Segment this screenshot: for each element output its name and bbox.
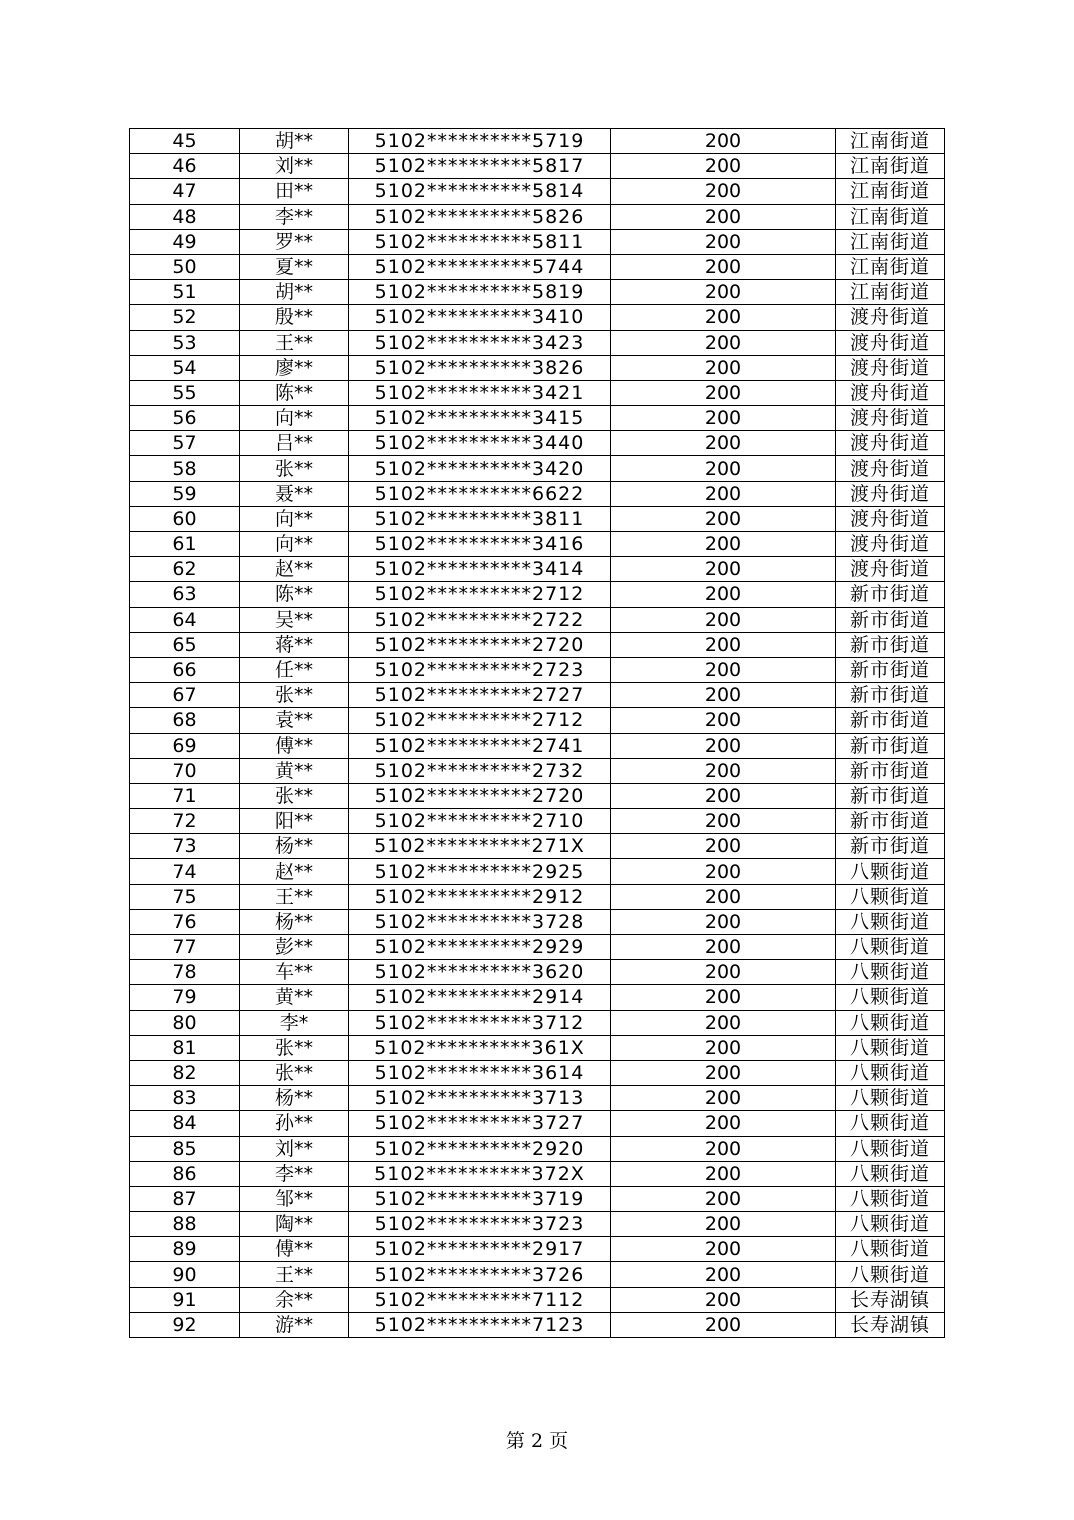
amount-cell: 200 bbox=[611, 1287, 836, 1312]
table-row bbox=[130, 783, 945, 808]
id-number-cell: 5102**********5811 bbox=[349, 229, 611, 254]
id-number-cell: 5102**********7123 bbox=[349, 1312, 611, 1337]
row-number-cell: 48 bbox=[130, 204, 240, 229]
table-row bbox=[130, 1035, 945, 1060]
amount-cell: 200 bbox=[611, 1237, 836, 1262]
table-row bbox=[130, 254, 945, 279]
table-row bbox=[130, 582, 945, 607]
amount-cell: 200 bbox=[611, 481, 836, 506]
row-number-cell: 73 bbox=[130, 834, 240, 859]
sub-district-cell: 八颗街道 bbox=[836, 1136, 945, 1161]
name-cell: 吕** bbox=[240, 431, 349, 456]
name-cell: 刘** bbox=[240, 154, 349, 179]
row-number-cell: 49 bbox=[130, 229, 240, 254]
table-row bbox=[130, 1186, 945, 1211]
row-number-cell: 89 bbox=[130, 1237, 240, 1262]
amount-cell: 200 bbox=[611, 456, 836, 481]
amount-cell: 200 bbox=[611, 330, 836, 355]
sub-district-cell: 江南街道 bbox=[836, 229, 945, 254]
sub-district-cell: 八颗街道 bbox=[836, 859, 945, 884]
table-row bbox=[130, 935, 945, 960]
table-row bbox=[130, 909, 945, 934]
amount-cell: 200 bbox=[611, 909, 836, 934]
table-row bbox=[130, 859, 945, 884]
name-cell: 胡** bbox=[240, 129, 349, 154]
row-number-cell: 51 bbox=[130, 280, 240, 305]
sub-district-cell: 渡舟街道 bbox=[836, 481, 945, 506]
sub-district-cell: 江南街道 bbox=[836, 280, 945, 305]
id-number-cell: 5102**********3728 bbox=[349, 909, 611, 934]
id-number-cell: 5102**********5744 bbox=[349, 254, 611, 279]
name-cell: 赵** bbox=[240, 557, 349, 582]
sub-district-cell: 新市街道 bbox=[836, 607, 945, 632]
table-body bbox=[130, 129, 945, 1338]
name-cell: 吴** bbox=[240, 607, 349, 632]
id-number-cell: 5102**********3723 bbox=[349, 1212, 611, 1237]
sub-district-cell: 八颗街道 bbox=[836, 884, 945, 909]
amount-cell: 200 bbox=[611, 683, 836, 708]
amount-cell: 200 bbox=[611, 985, 836, 1010]
sub-district-cell: 渡舟街道 bbox=[836, 456, 945, 481]
row-number-cell: 58 bbox=[130, 456, 240, 481]
table-row bbox=[130, 456, 945, 481]
subsidy-recipient-table bbox=[129, 128, 945, 1338]
amount-cell: 200 bbox=[611, 557, 836, 582]
id-number-cell: 5102**********2712 bbox=[349, 708, 611, 733]
id-number-cell: 5102**********372X bbox=[349, 1161, 611, 1186]
id-number-cell: 5102**********3415 bbox=[349, 406, 611, 431]
sub-district-cell: 新市街道 bbox=[836, 582, 945, 607]
amount-cell: 200 bbox=[611, 1035, 836, 1060]
table-row bbox=[130, 834, 945, 859]
row-number-cell: 85 bbox=[130, 1136, 240, 1161]
amount-cell: 200 bbox=[611, 935, 836, 960]
name-cell: 聂** bbox=[240, 481, 349, 506]
amount-cell: 200 bbox=[611, 657, 836, 682]
row-number-cell: 92 bbox=[130, 1312, 240, 1337]
table-row bbox=[130, 1086, 945, 1111]
row-number-cell: 86 bbox=[130, 1161, 240, 1186]
name-cell: 张** bbox=[240, 1060, 349, 1085]
sub-district-cell: 八颗街道 bbox=[836, 985, 945, 1010]
row-number-cell: 70 bbox=[130, 758, 240, 783]
row-number-cell: 64 bbox=[130, 607, 240, 632]
table-row bbox=[130, 683, 945, 708]
name-cell: 王** bbox=[240, 884, 349, 909]
id-number-cell: 5102**********5819 bbox=[349, 280, 611, 305]
id-number-cell: 5102**********3416 bbox=[349, 532, 611, 557]
amount-cell: 200 bbox=[611, 1212, 836, 1237]
id-number-cell: 5102**********2920 bbox=[349, 1136, 611, 1161]
table-row bbox=[130, 1060, 945, 1085]
table-row bbox=[130, 960, 945, 985]
name-cell: 张** bbox=[240, 783, 349, 808]
table-row bbox=[130, 1237, 945, 1262]
sub-district-cell: 新市街道 bbox=[836, 632, 945, 657]
id-number-cell: 5102**********3620 bbox=[349, 960, 611, 985]
id-number-cell: 5102**********2741 bbox=[349, 733, 611, 758]
amount-cell: 200 bbox=[611, 1186, 836, 1211]
row-number-cell: 83 bbox=[130, 1086, 240, 1111]
name-cell: 邹** bbox=[240, 1186, 349, 1211]
table-row bbox=[130, 179, 945, 204]
row-number-cell: 80 bbox=[130, 1010, 240, 1035]
name-cell: 向** bbox=[240, 406, 349, 431]
id-number-cell: 5102**********3420 bbox=[349, 456, 611, 481]
table-row bbox=[130, 708, 945, 733]
sub-district-cell: 渡舟街道 bbox=[836, 406, 945, 431]
table-row bbox=[130, 129, 945, 154]
amount-cell: 200 bbox=[611, 154, 836, 179]
sub-district-cell: 江南街道 bbox=[836, 129, 945, 154]
row-number-cell: 57 bbox=[130, 431, 240, 456]
id-number-cell: 5102**********3440 bbox=[349, 431, 611, 456]
sub-district-cell: 新市街道 bbox=[836, 758, 945, 783]
table-row bbox=[130, 607, 945, 632]
amount-cell: 200 bbox=[611, 406, 836, 431]
name-cell: 陈** bbox=[240, 380, 349, 405]
sub-district-cell: 八颗街道 bbox=[836, 1111, 945, 1136]
sub-district-cell: 八颗街道 bbox=[836, 1262, 945, 1287]
sub-district-cell: 八颗街道 bbox=[836, 1086, 945, 1111]
sub-district-cell: 渡舟街道 bbox=[836, 506, 945, 531]
table-row bbox=[130, 481, 945, 506]
table-row bbox=[130, 758, 945, 783]
page-number: 第 2 页 bbox=[505, 1430, 569, 1452]
table-row bbox=[130, 1161, 945, 1186]
sub-district-cell: 新市街道 bbox=[836, 783, 945, 808]
sub-district-cell: 八颗街道 bbox=[836, 1010, 945, 1035]
sub-district-cell: 江南街道 bbox=[836, 204, 945, 229]
table-row bbox=[130, 884, 945, 909]
name-cell: 袁** bbox=[240, 708, 349, 733]
name-cell: 田** bbox=[240, 179, 349, 204]
row-number-cell: 66 bbox=[130, 657, 240, 682]
row-number-cell: 90 bbox=[130, 1262, 240, 1287]
name-cell: 廖** bbox=[240, 355, 349, 380]
table-row bbox=[130, 1262, 945, 1287]
id-number-cell: 5102**********3414 bbox=[349, 557, 611, 582]
amount-cell: 200 bbox=[611, 355, 836, 380]
table-row bbox=[130, 506, 945, 531]
row-number-cell: 87 bbox=[130, 1186, 240, 1211]
id-number-cell: 5102**********2917 bbox=[349, 1237, 611, 1262]
table-row bbox=[130, 733, 945, 758]
sub-district-cell: 江南街道 bbox=[836, 154, 945, 179]
amount-cell: 200 bbox=[611, 758, 836, 783]
name-cell: 阳** bbox=[240, 809, 349, 834]
row-number-cell: 72 bbox=[130, 809, 240, 834]
table-row bbox=[130, 305, 945, 330]
name-cell: 赵** bbox=[240, 859, 349, 884]
amount-cell: 200 bbox=[611, 632, 836, 657]
sub-district-cell: 渡舟街道 bbox=[836, 330, 945, 355]
row-number-cell: 76 bbox=[130, 909, 240, 934]
amount-cell: 200 bbox=[611, 179, 836, 204]
row-number-cell: 79 bbox=[130, 985, 240, 1010]
name-cell: 余** bbox=[240, 1287, 349, 1312]
sub-district-cell: 渡舟街道 bbox=[836, 305, 945, 330]
table-row bbox=[130, 380, 945, 405]
sub-district-cell: 八颗街道 bbox=[836, 1060, 945, 1085]
id-number-cell: 5102**********2712 bbox=[349, 582, 611, 607]
sub-district-cell: 渡舟街道 bbox=[836, 557, 945, 582]
amount-cell: 200 bbox=[611, 254, 836, 279]
amount-cell: 200 bbox=[611, 809, 836, 834]
sub-district-cell: 长寿湖镇 bbox=[836, 1312, 945, 1337]
id-number-cell: 5102**********2925 bbox=[349, 859, 611, 884]
amount-cell: 200 bbox=[611, 1262, 836, 1287]
amount-cell: 200 bbox=[611, 280, 836, 305]
sub-district-cell: 江南街道 bbox=[836, 179, 945, 204]
sub-district-cell: 八颗街道 bbox=[836, 909, 945, 934]
sub-district-cell: 八颗街道 bbox=[836, 1237, 945, 1262]
name-cell: 陶** bbox=[240, 1212, 349, 1237]
name-cell: 李** bbox=[240, 204, 349, 229]
row-number-cell: 84 bbox=[130, 1111, 240, 1136]
name-cell: 黄** bbox=[240, 985, 349, 1010]
id-number-cell: 5102**********2710 bbox=[349, 809, 611, 834]
sub-district-cell: 新市街道 bbox=[836, 733, 945, 758]
name-cell: 陈** bbox=[240, 582, 349, 607]
table-row bbox=[130, 1287, 945, 1312]
sub-district-cell: 八颗街道 bbox=[836, 1212, 945, 1237]
amount-cell: 200 bbox=[611, 1086, 836, 1111]
id-number-cell: 5102**********5817 bbox=[349, 154, 611, 179]
sub-district-cell: 渡舟街道 bbox=[836, 355, 945, 380]
name-cell: 殷** bbox=[240, 305, 349, 330]
id-number-cell: 5102**********2720 bbox=[349, 632, 611, 657]
row-number-cell: 91 bbox=[130, 1287, 240, 1312]
amount-cell: 200 bbox=[611, 1010, 836, 1035]
table-row bbox=[130, 1212, 945, 1237]
id-number-cell: 5102**********271X bbox=[349, 834, 611, 859]
amount-cell: 200 bbox=[611, 305, 836, 330]
row-number-cell: 81 bbox=[130, 1035, 240, 1060]
row-number-cell: 62 bbox=[130, 557, 240, 582]
amount-cell: 200 bbox=[611, 532, 836, 557]
sub-district-cell: 八颗街道 bbox=[836, 1035, 945, 1060]
table-row bbox=[130, 657, 945, 682]
name-cell: 王** bbox=[240, 1262, 349, 1287]
amount-cell: 200 bbox=[611, 708, 836, 733]
name-cell: 向** bbox=[240, 506, 349, 531]
id-number-cell: 5102**********3727 bbox=[349, 1111, 611, 1136]
table-row bbox=[130, 406, 945, 431]
amount-cell: 200 bbox=[611, 204, 836, 229]
name-cell: 游** bbox=[240, 1312, 349, 1337]
row-number-cell: 59 bbox=[130, 481, 240, 506]
id-number-cell: 5102**********3712 bbox=[349, 1010, 611, 1035]
name-cell: 傅** bbox=[240, 733, 349, 758]
table-row bbox=[130, 532, 945, 557]
amount-cell: 200 bbox=[611, 229, 836, 254]
amount-cell: 200 bbox=[611, 582, 836, 607]
id-number-cell: 5102**********3423 bbox=[349, 330, 611, 355]
row-number-cell: 75 bbox=[130, 884, 240, 909]
name-cell: 黄** bbox=[240, 758, 349, 783]
name-cell: 向** bbox=[240, 532, 349, 557]
name-cell: 李** bbox=[240, 1161, 349, 1186]
table-row bbox=[130, 1136, 945, 1161]
row-number-cell: 69 bbox=[130, 733, 240, 758]
row-number-cell: 77 bbox=[130, 935, 240, 960]
row-number-cell: 56 bbox=[130, 406, 240, 431]
table-row bbox=[130, 204, 945, 229]
amount-cell: 200 bbox=[611, 1312, 836, 1337]
id-number-cell: 5102**********2720 bbox=[349, 783, 611, 808]
name-cell: 孙** bbox=[240, 1111, 349, 1136]
row-number-cell: 53 bbox=[130, 330, 240, 355]
table-row bbox=[130, 809, 945, 834]
sub-district-cell: 渡舟街道 bbox=[836, 431, 945, 456]
id-number-cell: 5102**********3421 bbox=[349, 380, 611, 405]
row-number-cell: 63 bbox=[130, 582, 240, 607]
row-number-cell: 67 bbox=[130, 683, 240, 708]
id-number-cell: 5102**********5719 bbox=[349, 129, 611, 154]
name-cell: 车** bbox=[240, 960, 349, 985]
id-number-cell: 5102**********7112 bbox=[349, 1287, 611, 1312]
id-number-cell: 5102**********3614 bbox=[349, 1060, 611, 1085]
amount-cell: 200 bbox=[611, 1161, 836, 1186]
name-cell: 蒋** bbox=[240, 632, 349, 657]
row-number-cell: 54 bbox=[130, 355, 240, 380]
row-number-cell: 88 bbox=[130, 1212, 240, 1237]
table-row bbox=[130, 632, 945, 657]
id-number-cell: 5102**********5814 bbox=[349, 179, 611, 204]
name-cell: 张** bbox=[240, 683, 349, 708]
name-cell: 杨** bbox=[240, 834, 349, 859]
name-cell: 张** bbox=[240, 1035, 349, 1060]
name-cell: 刘** bbox=[240, 1136, 349, 1161]
id-number-cell: 5102**********2914 bbox=[349, 985, 611, 1010]
row-number-cell: 68 bbox=[130, 708, 240, 733]
amount-cell: 200 bbox=[611, 506, 836, 531]
table-row bbox=[130, 1010, 945, 1035]
row-number-cell: 45 bbox=[130, 129, 240, 154]
row-number-cell: 50 bbox=[130, 254, 240, 279]
sub-district-cell: 八颗街道 bbox=[836, 960, 945, 985]
row-number-cell: 82 bbox=[130, 1060, 240, 1085]
sub-district-cell: 渡舟街道 bbox=[836, 380, 945, 405]
sub-district-cell: 八颗街道 bbox=[836, 1186, 945, 1211]
table-row bbox=[130, 1111, 945, 1136]
sub-district-cell: 新市街道 bbox=[836, 657, 945, 682]
amount-cell: 200 bbox=[611, 834, 836, 859]
id-number-cell: 5102**********2732 bbox=[349, 758, 611, 783]
name-cell: 罗** bbox=[240, 229, 349, 254]
row-number-cell: 65 bbox=[130, 632, 240, 657]
sub-district-cell: 渡舟街道 bbox=[836, 532, 945, 557]
id-number-cell: 5102**********3826 bbox=[349, 355, 611, 380]
id-number-cell: 5102**********2912 bbox=[349, 884, 611, 909]
table-row bbox=[130, 431, 945, 456]
table-row bbox=[130, 330, 945, 355]
name-cell: 胡** bbox=[240, 280, 349, 305]
name-cell: 傅** bbox=[240, 1237, 349, 1262]
id-number-cell: 5102**********3410 bbox=[349, 305, 611, 330]
row-number-cell: 71 bbox=[130, 783, 240, 808]
id-number-cell: 5102**********2723 bbox=[349, 657, 611, 682]
row-number-cell: 61 bbox=[130, 532, 240, 557]
row-number-cell: 78 bbox=[130, 960, 240, 985]
amount-cell: 200 bbox=[611, 1060, 836, 1085]
sub-district-cell: 八颗街道 bbox=[836, 935, 945, 960]
amount-cell: 200 bbox=[611, 1111, 836, 1136]
id-number-cell: 5102**********5826 bbox=[349, 204, 611, 229]
name-cell: 李* bbox=[240, 1010, 349, 1035]
amount-cell: 200 bbox=[611, 1136, 836, 1161]
row-number-cell: 55 bbox=[130, 380, 240, 405]
id-number-cell: 5102**********2929 bbox=[349, 935, 611, 960]
row-number-cell: 46 bbox=[130, 154, 240, 179]
id-number-cell: 5102**********3811 bbox=[349, 506, 611, 531]
row-number-cell: 74 bbox=[130, 859, 240, 884]
id-number-cell: 5102**********6622 bbox=[349, 481, 611, 506]
sub-district-cell: 江南街道 bbox=[836, 254, 945, 279]
amount-cell: 200 bbox=[611, 380, 836, 405]
amount-cell: 200 bbox=[611, 733, 836, 758]
id-number-cell: 5102**********3719 bbox=[349, 1186, 611, 1211]
amount-cell: 200 bbox=[611, 431, 836, 456]
amount-cell: 200 bbox=[611, 783, 836, 808]
table-row bbox=[130, 557, 945, 582]
table-row bbox=[130, 985, 945, 1010]
id-number-cell: 5102**********361X bbox=[349, 1035, 611, 1060]
id-number-cell: 5102**********3713 bbox=[349, 1086, 611, 1111]
sub-district-cell: 新市街道 bbox=[836, 683, 945, 708]
name-cell: 杨** bbox=[240, 909, 349, 934]
sub-district-cell: 新市街道 bbox=[836, 708, 945, 733]
amount-cell: 200 bbox=[611, 129, 836, 154]
id-number-cell: 5102**********2727 bbox=[349, 683, 611, 708]
table-row bbox=[130, 1312, 945, 1337]
name-cell: 彭** bbox=[240, 935, 349, 960]
amount-cell: 200 bbox=[611, 607, 836, 632]
table-row bbox=[130, 154, 945, 179]
sub-district-cell: 新市街道 bbox=[836, 809, 945, 834]
table-row bbox=[130, 280, 945, 305]
amount-cell: 200 bbox=[611, 859, 836, 884]
name-cell: 夏** bbox=[240, 254, 349, 279]
row-number-cell: 60 bbox=[130, 506, 240, 531]
name-cell: 张** bbox=[240, 456, 349, 481]
id-number-cell: 5102**********2722 bbox=[349, 607, 611, 632]
row-number-cell: 52 bbox=[130, 305, 240, 330]
sub-district-cell: 八颗街道 bbox=[836, 1161, 945, 1186]
amount-cell: 200 bbox=[611, 884, 836, 909]
table-row bbox=[130, 355, 945, 380]
name-cell: 任** bbox=[240, 657, 349, 682]
sub-district-cell: 长寿湖镇 bbox=[836, 1287, 945, 1312]
sub-district-cell: 新市街道 bbox=[836, 834, 945, 859]
id-number-cell: 5102**********3726 bbox=[349, 1262, 611, 1287]
name-cell: 杨** bbox=[240, 1086, 349, 1111]
row-number-cell: 47 bbox=[130, 179, 240, 204]
amount-cell: 200 bbox=[611, 960, 836, 985]
name-cell: 王** bbox=[240, 330, 349, 355]
table-row bbox=[130, 229, 945, 254]
